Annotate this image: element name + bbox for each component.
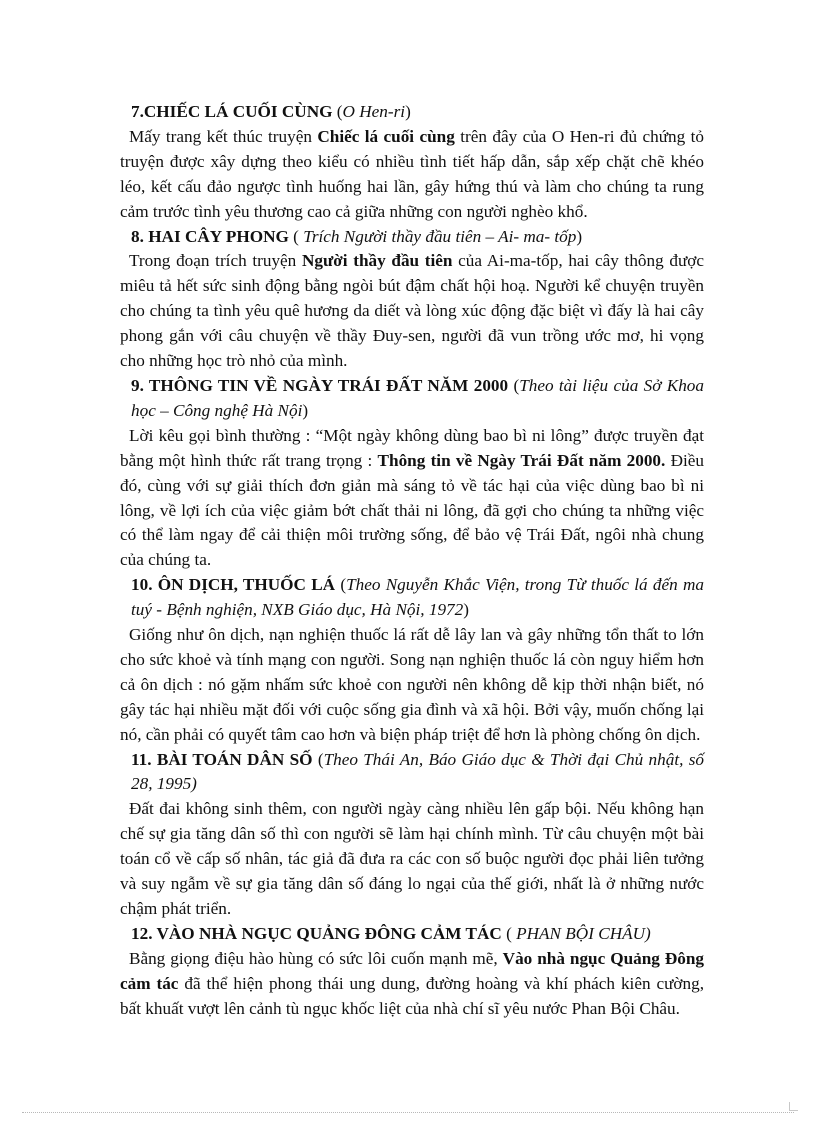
section-number: 8. (131, 226, 144, 246)
section (120, 225, 704, 374)
section (120, 748, 704, 922)
section-number: 12. (131, 923, 153, 943)
section-paragraph (120, 125, 704, 225)
section (120, 922, 704, 1022)
section-title: CHIẾC LÁ CUỐI CÙNG (143, 102, 333, 121)
section (120, 100, 704, 225)
paragraph-text: Lời kêu gọi bình thường : “Một ngày không dùng bao bì ni lông” được truyền đạt bằng một hình thức rất trang trọng : (120, 425, 704, 470)
emphasized-work-title: Người thầy đầu tiên (301, 251, 453, 271)
section-number: 7. (131, 102, 144, 121)
section-title: VÀO NHÀ NGỤC QUẢNG ĐÔNG CẢM TÁC (152, 923, 502, 943)
emphasized-work-title: Vào nhà ngục Quảng Đông cảm tác (120, 948, 704, 993)
paragraph-text: trên đây của O Hen-ri đủ chứng tỏ truyện được xây dựng theo kiểu có nhiều tình tiết hấp dẫn, sắp xếp chặt chẽ khéo léo, kết cấu đảo ngược tình huống hai lần, gây hứng thú và làm cho chúng ta rung cảm trước tình yêu thương cao cả giữa những con người nghèo khổ. (120, 126, 704, 221)
paragraph-text: của Ai-ma-tốp, hai cây thông được miêu tả hết sức sinh động bằng ngòi bút đậm chất hội hoạ. Người kể chuyện truyền cho chúng ta tình yêu quê hương da diết và lòng xúc động đặc biệt vì đấy là hai cây phong gắn với câu chuyện về thầy Đuy-sen, người đã vun trồng ước mơ, hi vọng cho những học trò nhỏ của mình. (120, 251, 705, 371)
section-title: BÀI TOÁN DÂN SỐ (151, 749, 313, 769)
section-paragraph (120, 424, 704, 573)
section-source: Trích Người thầy đầu tiên – Ai- ma- tốp (303, 226, 577, 246)
paragraph-text: Điều đó, cùng với sự giải thích đơn giản mà sáng tỏ về tác hại của việc dùng bao bì ni lông, về lợi ích của việc giảm bớt chất thải ni lông, đã gợi cho chúng ta những việc có thể làm ngay để cải thiện môi trường sống, để bảo vệ Trái Đất, ngôi nhà chung của chúng ta. (120, 450, 704, 570)
section-heading (120, 225, 704, 250)
section-title: ÔN DỊCH, THUỐC LÁ (152, 575, 336, 595)
paragraph-text: Đất đai không sinh thêm, con người ngày càng nhiều lên gấp bội. Nếu không hạn chế sự gia tăng dân số thì con người sẽ làm hại chính mình. Từ câu chuyện một bài toán cổ về cấp số nhân, tác giả đã đưa ra các con số buộc người đọc phải liên tưởng và suy ngẫm về sự gia tăng dân số đáng lo ngại của thế giới, nhất là ở những nước chậm phát triển. (120, 799, 704, 918)
section-title: HAI CÂY PHONG (143, 226, 289, 246)
source-close-paren: ) (405, 102, 411, 121)
section-title: THÔNG TIN VỀ NGÀY TRÁI ĐẤT NĂM 2000 (143, 375, 509, 395)
source-close-paren: ) (576, 226, 583, 246)
emphasized-work-title: Thông tin về Ngày Trái Đất năm 2000. (377, 450, 666, 470)
source-open-paren: ( (335, 575, 347, 595)
paragraph-text: Trong đoạn trích truyện (129, 251, 302, 271)
page-bottom-rule (22, 1112, 794, 1113)
section-heading (120, 100, 704, 125)
section-heading (120, 573, 704, 623)
document-page (120, 100, 704, 1022)
section (120, 573, 704, 747)
section-paragraph (120, 623, 704, 748)
section-heading (120, 922, 704, 947)
section-number: 10. (131, 575, 153, 595)
source-open-paren: ( (288, 226, 304, 246)
section-number: 11. (131, 749, 152, 769)
section (120, 374, 704, 573)
section-source: Theo Thái An, Báo Giáo dục & Thời đại Chủ nhật, số 28, 1995) (131, 749, 704, 794)
paragraph-text: Bằng giọng điệu hào hùng có sức lôi cuốn mạnh mẽ, (129, 948, 503, 968)
section-source: O Hen-ri (342, 102, 406, 121)
section-heading (120, 748, 704, 798)
section-source: PHAN BỘI CHÂU) (516, 923, 651, 943)
source-open-paren: ( (332, 102, 343, 121)
source-close-paren: ) (463, 600, 469, 620)
page-corner-mark (789, 1102, 798, 1111)
source-open-paren: ( (312, 749, 324, 769)
section-source: Theo Nguyễn Khắc Viện, trong Từ thuốc lá đến ma tuý - Bệnh nghiện, NXB Giáo dục, Hà Nội, 1972 (131, 575, 704, 620)
source-open-paren: ( (508, 375, 520, 395)
section-paragraph (120, 249, 704, 374)
section-heading (120, 374, 704, 424)
source-open-paren: ( (501, 923, 517, 943)
source-close-paren: ) (302, 400, 309, 420)
emphasized-work-title: Chiếc lá cuối cùng (317, 126, 455, 146)
paragraph-text: Mấy trang kết thúc truyện (129, 126, 318, 146)
paragraph-text: đã thể hiện phong thái ung dung, đường hoàng và khí phách kiên cường, bất khuất vượt lên cảnh tù ngục khốc liệt của nhà chí sĩ yêu nước Phan Bội Châu. (120, 973, 704, 1018)
section-paragraph (120, 797, 704, 922)
section-paragraph (120, 947, 704, 1022)
section-source: Theo tài liệu của Sở Khoa học – Công nghệ Hà Nội (131, 375, 704, 420)
paragraph-text: Giống như ôn dịch, nạn nghiện thuốc lá rất dễ lây lan và gây những tổn thất to lớn cho sức khoẻ và tính mạng con người. Song nạn nghiện thuốc lá còn nguy hiểm hơn cả ôn dịch : nó gặm nhấm sức khoẻ con người nên không dễ kịp thời nhận biết, nó gây tác hại nhiều mặt đối với cuộc sống gia đình và xã hội. Bởi vậy, muốn chống lại nó, cần phải có quyết tâm cao hơn và biện pháp triệt để hơn là phòng chống ôn dịch. (120, 625, 704, 744)
section-number: 9. (131, 375, 144, 395)
